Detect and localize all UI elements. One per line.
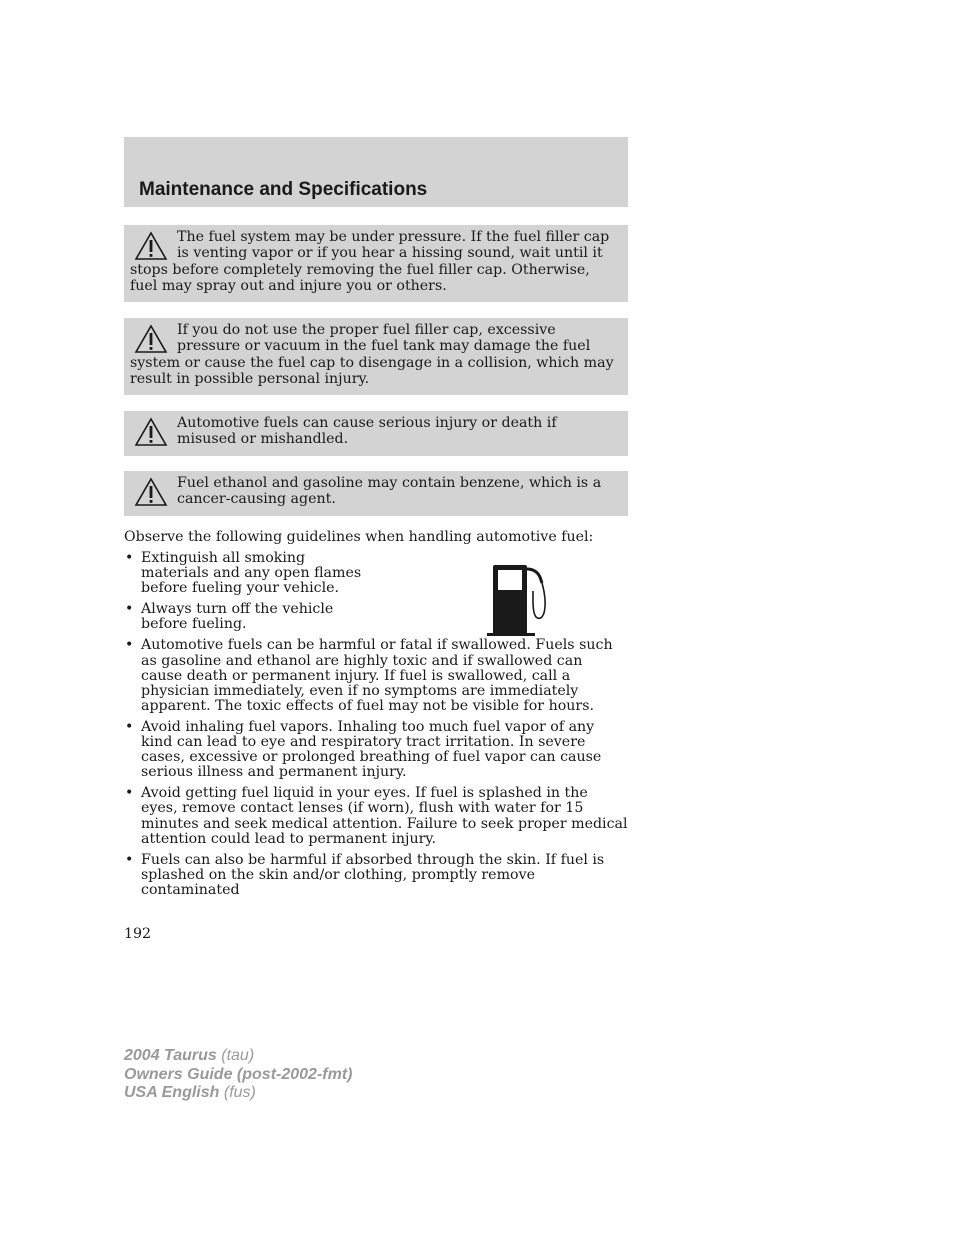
list-item: • Always turn off the vehicle before fueling. [125,601,334,633]
bullet-dot: • [125,550,134,566]
warning-box-3 [124,411,628,456]
section-header [124,137,628,207]
bullet-dot: • [125,718,134,735]
list-item: • Automotive fuels can be harmful or fatal if swallowed. Fuels such as gasoline and ethanol are highly toxic and if swallowed can cause death or permanent injury. If fuel is swallowed, call a physician immediately, even if no symptoms are immediately apparent. The toxic effects of fuel may not be visible for hours. [125,637,613,714]
warning-text-3: Automotive fuels can cause serious injury or death if misused or mishandled. [177,415,557,448]
bullet-dot: • [125,851,134,868]
footer-line-2: Owners Guide (post-2002-fmt) [124,1065,353,1083]
list-item: • Avoid getting fuel liquid in your eyes. If fuel is splashed in the eyes, remove contact lenses (if worn), flush with water for 15 minutes and seek medical attention. Failure to seek proper medical attention could lead to permanent injury. [125,785,628,847]
warning-triangle-icon [134,324,168,354]
list-item: • Fuels can also be harmful if absorbed through the skin. If fuel is splashed on the skin and/or clothing, promptly remove contaminated [125,851,605,898]
document-footer [124,1047,352,1103]
bullet-dot: • [125,637,134,654]
intro-paragraph: Observe the following guidelines when handling automotive fuel: [124,529,594,545]
warning-triangle-icon [134,417,168,447]
warning-triangle-icon [134,477,168,507]
warning-text-2: If you do not use the proper fuel filler cap, excessive pressure or vacuum in the fuel tank may damage the fuel system or cause the fuel cap to disengage in a collision, which may result in possible personal injury. [130,322,614,387]
guidelines-list [124,551,628,904]
bullet-dot: • [125,785,134,802]
footer-line-1: 2004 Taurus (tau) [124,1047,255,1064]
warning-triangle-icon [134,231,168,261]
footer-line-3: USA English (fus) [124,1084,256,1101]
warning-box-2 [124,318,628,395]
warning-box-1 [124,225,628,302]
warning-text-1: The fuel system may be under pressure. If the fuel filler cap is venting vapor or if you hear a hissing sound, wait until it stops before completely removing the fuel filler cap. Otherwise, fuel may spray out and injure you or others. [130,229,610,294]
bullet-dot: • [125,601,134,618]
list-item: • Extinguish all smoking materials and any open flames before fueling your vehicle. [125,550,362,597]
page-number: 192 [124,926,152,942]
list-item: • Avoid inhaling fuel vapors. Inhaling too much fuel vapor of any kind can lead to eye and respiratory tract irritation. In severe cases, excessive or prolonged breathing of fuel vapor can cause serious illness and permanent injury. [125,718,602,781]
warning-box-4 [124,471,628,516]
warning-text-4: Fuel ethanol and gasoline may contain benzene, which is a cancer-causing agent. [177,475,602,508]
fuel-pump-icon [484,561,550,639]
section-title: Maintenance and Specifications [139,179,428,200]
